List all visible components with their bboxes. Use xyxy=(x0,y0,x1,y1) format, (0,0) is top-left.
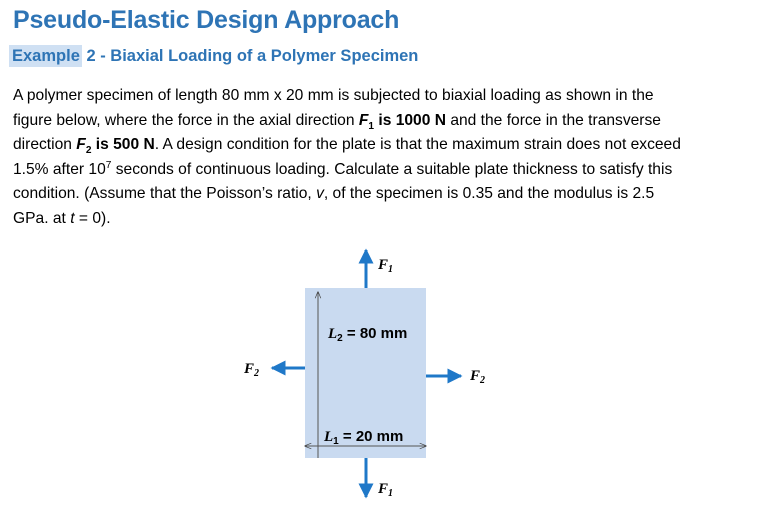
statement-text: seconds of continuous loading. Calculate a suitable plate thickness to satisfy this xyxy=(111,160,673,178)
l2-length-label: $L_2 = 80$ mm xyxy=(328,325,408,344)
statement-text: = 0). xyxy=(74,209,111,227)
force-subscript: 1 xyxy=(368,120,375,132)
f2-right-label: $F_2$ xyxy=(470,368,486,386)
f1-top-label: $F_1$ xyxy=(378,257,394,275)
statement-text: figure below, where the force in the axial direction xyxy=(13,111,359,129)
exponent: 7 xyxy=(105,159,112,171)
statement-text: direction xyxy=(13,136,77,154)
statement-line-1: A polymer specimen of length 80 mm x 20 mm is subjected to biaxial loading as shown in the xyxy=(13,87,654,104)
force-subscript: 2 xyxy=(85,145,92,157)
l1-length-label: $L_1 = 20$ mm xyxy=(324,428,404,447)
example-heading-rest: 2 - Biaxial Loading of a Polymer Specimen xyxy=(81,47,419,65)
f2-left-label: $F_2$ xyxy=(244,361,260,379)
poisson-symbol: v xyxy=(316,185,324,203)
statement-text: 1.5% after 10 xyxy=(13,160,106,178)
f1-bottom-label: $F_1$ xyxy=(378,481,394,499)
force-value: is 500 N xyxy=(91,136,155,154)
force-symbol: F xyxy=(358,111,369,129)
statement-text: GPa. at xyxy=(13,209,71,227)
force-symbol: F xyxy=(76,136,86,154)
time-symbol: t xyxy=(70,209,75,227)
force-value: is 1000 N xyxy=(374,111,446,129)
statement-text: , of the specimen is 0.35 and the modulus is 2.5 xyxy=(323,185,655,203)
page-title: Pseudo-Elastic Design Approach xyxy=(13,6,400,34)
statement-text: condition. (Assume that the Poisson’s ratio, xyxy=(13,185,317,203)
example-highlight: Example xyxy=(9,45,82,67)
statement-text: . A design condition for the plate is that the maximum strain does not exceed xyxy=(154,136,681,154)
statement-text: and the force in the transverse xyxy=(446,111,661,129)
